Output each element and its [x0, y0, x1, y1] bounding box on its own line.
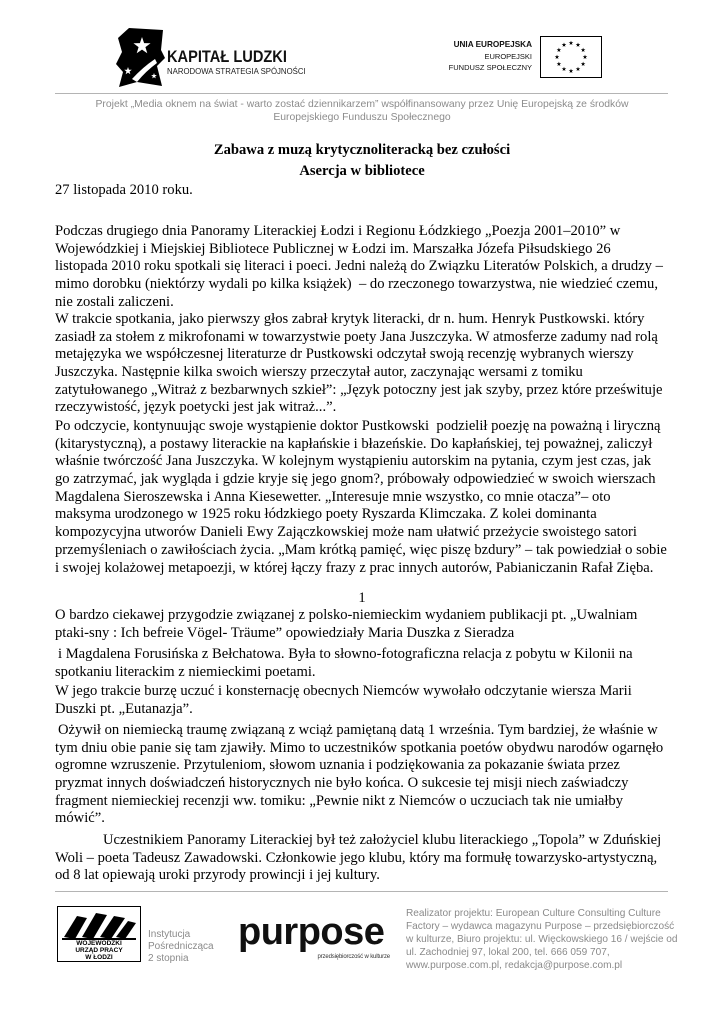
text-line: Woli – poeta Tadeusz Zawadowski. Członkowie jego klubu, który ma formułę towarzysko-artystyczną,	[55, 849, 658, 866]
text-line: W jego trakcie burzę uczuć i konsternację obecnych Niemców wywołało odczytanie wiersza Marii	[55, 683, 632, 699]
text-line: Po odczycie, kontynuując swoje wystąpienie doktor Pustkowski podzielił poezję na poważną i liryczną	[55, 418, 661, 434]
wup-lodz-logo-icon	[58, 907, 140, 941]
text-line: go zatrzymać, jak wygląda i gdzie kryje się jego gnom?, próbowały odpowiedzieć w swoich wierszach	[55, 471, 656, 488]
text-line: pryzmat innych doświadczeń historycznych nie było końca. O sukcesie tej misji niech zaświadczy	[55, 775, 629, 792]
contractor-line: ul. Zachodniej 97, lokal 200, tel. 666 059 707,	[406, 946, 610, 958]
header-divider	[55, 93, 668, 94]
text-line: Juszczyka. Następnie kilka swoich wierszy przeczytał autor, zaczynając wersami z tomiku	[55, 364, 583, 381]
text-line: metajęzyka we współczesnej literaturze dr Pustkowski odczytał swoją recenzję wybranych wierszy	[55, 346, 634, 363]
text-line: właśnie twórczość Jana Juszczyka. W kolejnym wystąpieniu autorskim na pytania, czym jest czas, jak	[55, 453, 652, 470]
institution-line: Pośrednicząca	[148, 941, 214, 952]
project-contractor-info	[406, 907, 678, 972]
text-line: i Magdalena Forusińska z Bełchatowa. Była to słowno-fotograficzna relacja z pobytu w Kilonii na	[58, 646, 633, 662]
eu-flag	[540, 36, 602, 78]
paragraph-1	[55, 223, 663, 311]
wup-logo	[57, 906, 141, 962]
text-line: kompozycyjna utworów Danieli Ewy Zajączkowskiej może nam ułatwić przeżycie swoistego satori	[55, 524, 637, 541]
text-line: od 8 lat opiewają uroki przyrody prowincji i jej kultury.	[55, 867, 380, 884]
footer-divider	[55, 891, 668, 892]
paragraph-2	[55, 311, 663, 417]
contractor-line: www.purpose.com.pl, redakcja@purpose.com.pl	[406, 959, 623, 971]
eu-label-line-1: UNIA EUROPEJSKA	[453, 40, 532, 49]
text-line: mimo dorobku (niektórzy wydali po kilka książek) – do rzeczonego towarzystwa, nie wiedzieć czemu,	[55, 276, 658, 293]
text-line: zatytułowanego „Witraż z bezbarwnych szkieł”: „Język potoczny jest jak szyby, przez które prześwituje	[55, 381, 663, 398]
kapital-ludzki-subtitle: NARODOWA STRATEGIA SPÓJNOŚCI	[167, 66, 306, 76]
text-line: fragment niemieckiej recenzji ww. tomiku: „Pewnie nikt z Niemców o uczuciach tak nie umiałby	[55, 792, 624, 809]
paragraph-7	[55, 722, 663, 828]
article-subtitle: Asercja w bibliotece	[299, 163, 425, 179]
text-line: ptaki-sny : Ich befreie Vögel- Träume” opowiedziały Maria Duszka z Sieradza	[55, 624, 515, 641]
institution-line: 2 stopnia	[148, 953, 189, 964]
kapital-ludzki-title: KAPITAŁ LUDZKI	[167, 47, 287, 66]
purpose-tagline: przedsiębiorczość w kulturze	[317, 954, 390, 960]
eu-label-line-2: EUROPEJSKI	[484, 51, 532, 61]
page-number: 1	[358, 590, 366, 606]
paragraph-5	[55, 646, 633, 681]
contractor-line: Factory – wydawca magazynu Purpose – przedsiębiorczość	[406, 920, 675, 932]
text-line: spotkaniu literackim z niemieckimi poetami.	[55, 663, 316, 680]
article-date: 27 listopada 2010 roku.	[55, 182, 193, 198]
kapital-ludzki-logo-icon	[115, 26, 165, 88]
text-line: (kitarystyczną), a postawy literackie na kapłańskie i błazeńskie. Do kapłańskiej, tej poważnej, zaliczył	[55, 435, 653, 452]
text-line: O bardzo ciekawej przygodzie związanej z polsko-niemieckim wydaniem publikacji pt. „Uwalniam	[55, 607, 638, 623]
wup-label-line: URZĄD PRACY	[75, 947, 123, 954]
project-info-line: Europejskiego Funduszu Społecznego	[273, 111, 451, 123]
eu-flag-icon	[541, 37, 601, 77]
contractor-line: w kulturze, Biuro projektu: ul. Więckowskiego 16 / wejście od	[406, 933, 678, 945]
text-line: listopada 2010 roku spotkali się literaci i poeci. Jedni należą do Związku Literatów Polskich, a drudzy –	[55, 258, 663, 275]
text-line: i swojej kolażowej metapoezji, w której łączy frazy z prac innych autorów, Pabianiczanin Rafał Zięba.	[55, 559, 654, 576]
contractor-line: Realizator projektu: European Culture Consulting Culture	[406, 907, 661, 919]
institution-line: Instytucja	[148, 929, 191, 940]
intermediary-institution	[148, 929, 214, 965]
paragraph-3	[55, 418, 667, 577]
eu-label-line-3: FUNDUSZ SPOŁECZNY	[448, 62, 532, 72]
text-line: Wojewódzkiej i Miejskiej Bibliotece Publicznej w Łodzi im. Marszałka Józefa Piłsudskiego 26	[55, 240, 611, 257]
text-line: mówić”.	[55, 810, 105, 827]
text-line: tym dniu obie panie się tam zjawiły. Mimo to uczestników spotkania poetów obydwu narodów ogarnęło	[55, 739, 664, 756]
text-line: maksyma urodzonego w 1925 roku łódzkiego poety Ryszarda Klimczaka. Z kolei dominanta	[55, 506, 597, 523]
text-line: W trakcie spotkania, jako pierwszy głos zabrał krytyk literacki, dr n. hum. Henryk Pustkowski. który	[55, 311, 645, 327]
project-info-line: Projekt „Media oknem na świat - warto zostać dziennikarzem” współfinansowany przez Unię Europejską ze środków	[95, 98, 629, 110]
text-line: przemyśleniach o zawiłościach życia. „Mam krótką pamięć, więc piszę bzdury” – tak powiedział o sobie	[55, 541, 667, 558]
text-line: ogromne wzruszenie. Przytuleniom, słowom uznania i podziękowania za pokazanie świata przez	[55, 757, 620, 774]
wup-label-line: WOJEWÓDZKI	[76, 940, 122, 947]
paragraph-4	[55, 607, 637, 642]
text-line: Ożywił on niemiecką traumę związaną z wciąż pamiętaną datą 1 września. Tym bardziej, że właśnie w	[58, 722, 658, 738]
text-line: Podczas drugiego dnia Panoramy Literackiej Łodzi i Regionu Łódzkiego „Poezja 2001–2010” w	[55, 223, 621, 239]
article-title: Zabawa z muzą krytycznoliteracką bez czułości	[213, 142, 511, 158]
text-line: rzeczywistość, język poetycki jest jak witraż...”.	[55, 399, 337, 416]
text-line: zasiadł za stołem z mikrofonami w towarzystwie poety Jana Juszczyka. W atmosferze zadumy nad rolą	[55, 328, 658, 345]
purpose-logo: purpose	[238, 911, 385, 953]
text-line: Duszki pt. „Eutanazja”.	[55, 700, 193, 717]
paragraph-6	[55, 683, 632, 718]
paragraph-8	[55, 832, 661, 885]
text-line: Magdalena Sieroszewska i Anna Kiesewetter. „Interesuje mnie wszystko, co mnie otacza”– oto	[55, 488, 611, 505]
text-line: Uczestnikiem Panoramy Literackiej był też założyciel klubu literackiego „Topola” w Zduńskiej	[103, 832, 662, 848]
text-line: nie zostali zaliczeni.	[55, 293, 174, 310]
wup-label-line: W ŁODZI	[85, 954, 113, 961]
project-info	[0, 98, 724, 124]
